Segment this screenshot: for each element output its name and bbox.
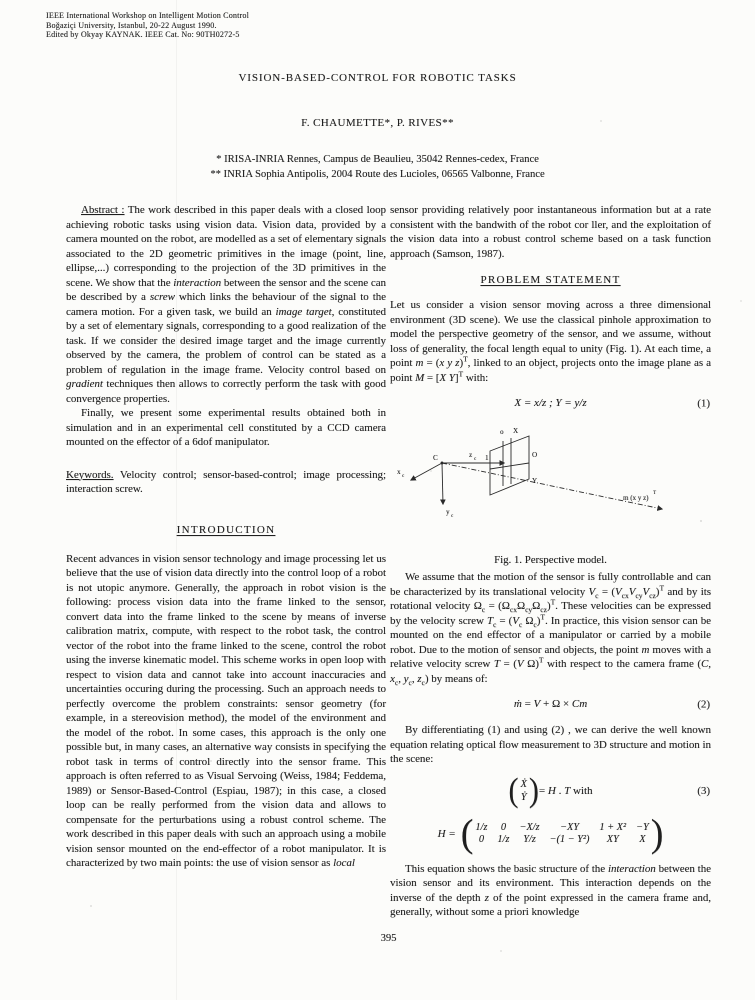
matrix-cell: 0 <box>500 822 506 833</box>
matrix-cell: −X/z <box>519 822 540 833</box>
motion-paragraph: We assume that the motion of the sensor is fully controllable and can be characterized by its translational velocity $V_c = (V_{cx}V_{cy}V_{cz})^T$ and by its rotational velocity $\Omega_c = (\Omega_{cx}\Omega_{cy}\Omega_{cz})^T$. These velocities can be expressed by the velocity screw $T_c = (V_c$ $\Omega_c)^T$. In practice, this vision sensor can be mounted on the end effector of a manipulator or carried by a mobile robot. Due to the motion of sensor and objects, the point m moves with a relative velocity screw T = (V Ω)$^T$ with respect to the camera frame (C, $x_c$, $y_c$, $z_c$) by means of: <box>390 571 711 687</box>
figure-label: z <box>469 451 473 459</box>
vector-y-dot: Ẏ <box>520 791 527 803</box>
scan-speckles <box>0 0 2 2</box>
image-plane <box>490 436 529 495</box>
image-plane-axis-y <box>490 463 529 469</box>
matrix-close-paren: ) <box>650 812 664 855</box>
interaction-matrix-cells <box>473 822 650 845</box>
equation-3-rhs: = H . T with <box>538 784 593 797</box>
equation-1-number: (1) <box>697 397 710 409</box>
equation-3-number: (3) <box>697 784 710 797</box>
proceedings-imprint <box>46 11 249 40</box>
abstract-paragraph-2: Finally, we present some experimental results obtained both in simulation and in an experimental cell constituted by a CCD camera mounted on the effector of a 6dof manipulator. <box>66 407 386 448</box>
figure-1-caption: Fig. 1. Perspective model. <box>494 554 607 566</box>
equation-1-body: X = x/z ; Y = y/z <box>514 397 587 409</box>
paper-title: VISION-BASED-CONTROL FOR ROBOTIC TASKS <box>238 72 517 84</box>
matrix-cell: −XY <box>560 822 579 833</box>
continuation-paragraph: sensor providing relatively poor instantaneous information but at a rate consistent with the bandwith of the robot cor ller, and the exploitation of the vision data into a robust control scheme based on a task function approach (Samson, 1987). <box>390 204 711 260</box>
figure-1 <box>390 423 711 566</box>
matrix-cell: −(1 − Y²) <box>549 834 590 845</box>
close-paren: ) <box>528 771 539 809</box>
matrix-cell: 0 <box>478 834 484 845</box>
figure-label: c <box>474 457 477 462</box>
imprint-line-2: Boğaziçi University, Istanbul, 20-22 August 1990. <box>46 20 217 30</box>
equation-3 <box>390 771 711 809</box>
figure-label: o <box>500 428 504 436</box>
optical-flow-vector <box>518 778 528 804</box>
open-paren: ( <box>508 771 519 809</box>
matrix-cell: XY <box>606 834 619 845</box>
imprint-line-3: Edited by Okyay KAYNAK. IEEE Cat. No: 90TH0272-5 <box>46 30 240 40</box>
figure-label: O <box>532 451 538 459</box>
section-heading-introduction: INTRODUCTION <box>176 523 276 536</box>
matrix-lhs: H = <box>437 827 456 840</box>
introduction-paragraph: Recent advances in vision sensor technology and image processing let us believe that the use of vision data directly into the control loop of a robot is not utopic anymore. Generally, the approach in robot vision is the following: process vision data into the frame linked to the sensor, convert data into the frame linked to the scene by means of inverse calibration matrix, compute, with respect to the robot task, the control vector of the robot into the frame linked to the scene, control the robot using the inverse kinematic model. This scheme works in open loop with respect to vision data and cannot take into account inaccuracies and uncertainties occuring during the processing. Such an approach needs to perfectly overcome the problem constraints: sensor geometry (for example, in a stereovision method), the model of the environment and the model of the robot. In some cases, this approach is the only one possible but, in many cases, an alternative way consists in specifying the robot task in terms of control directly into the sensor frame. This approach is often referred to as Visual Servoing (Weiss, 1984; Feddema, 1989) or Sensor-Based-Control (Espiau, 1987); in this case, a closed loop can be really performed from the vision data and allows to compensate for the perturbations using a robust control scheme. The work described in this paper deals with such an approach using a mobile vision sensor mounted on the end-effector of a robot manipulator. It is characterized by two main points: the use of vision sensor as local <box>66 552 386 869</box>
equation-2 <box>390 697 711 712</box>
problem-statement-paragraph-1: Let us consider a vision sensor moving across a three dimensional environment (3D scene). We use the classical pinhole approximation to model the perspective geometry of the sensor, and we assume, without loss of generality, the focal length equal to unity (Fig. 1). At each time, a point m = (x y z)$^T$, linked to an object, projects onto the image plane as a point M = [X Y]$^T$ with: <box>390 299 711 384</box>
camera-x-axis <box>411 463 442 480</box>
matrix-open-paren: ( <box>460 812 474 855</box>
equation-2-number: (2) <box>697 698 710 710</box>
affiliation-line-2: ** INRIA Sophia Antipolis, 2004 Route des Lucioles, 06565 Valbonne, France <box>210 168 545 180</box>
matrix-cell: X <box>639 834 646 845</box>
figure-label: T <box>653 491 657 496</box>
matrix-cell: Y/z <box>523 834 536 845</box>
matrix-cell: 1/z <box>475 822 488 833</box>
right-column <box>390 203 711 920</box>
section-heading-problem-statement: PROBLEM STATEMENT <box>480 274 621 286</box>
matrix-cell: 1 + X² <box>599 822 627 833</box>
figure-label: X <box>513 427 519 435</box>
interaction-structure-paragraph: This equation shows the basic structure of the interaction between the vision sensor and its environment. This interaction depends on the inverse of the depth z of the point expressed in the camera frame and, generally, without some a priori knowledge <box>390 862 711 918</box>
figure-label: c <box>402 474 405 479</box>
figure-label: m (x y z) <box>623 494 649 502</box>
abstract-paragraph: Abstract : The work described in this paper deals with a closed loop achieving robotic tasks using vision data. Vision data, provided by a camera mounted on the robot, are modelled as a set of elementary signals associated to the 2D geometric primitives in the image (point, line, ellipse,...) corresponding to the projection of the 3D primitives in the scene. We show that the interaction between the sensor and the scene can be described by a screw which links the behaviour of the signal to the camera motion. For a given task, we build an image target, constituted by a set of elementary signals, corresponding to a good realization of the task. If we consider the desired image target and the image currently observed by the camera, the problem of control can be stated as a problem of regulation in the image frame. Velocity control based on gradient techniques then allows to correctly perform the task with good convergence properties. <box>66 204 386 405</box>
differentiating-paragraph: By differentiating (1) and using (2) , we can derive the well known equation relating optical flow measurement to 3D structure and motion in the scene: <box>390 724 711 765</box>
affiliation-line-1: * IRISA-INRIA Rennes, Campus de Beaulieu, 35042 Rennes-cedex, France <box>216 154 539 165</box>
authors-line: F. CHAUMETTE*, P. RIVES** <box>301 117 454 129</box>
page-number: 395 <box>380 933 397 944</box>
figure-label: 1 <box>485 454 489 462</box>
projection-ray <box>442 463 662 509</box>
left-column <box>66 203 386 871</box>
interaction-matrix-equation <box>390 812 711 855</box>
equation-2-body: ṁ = V + Ω × Cm <box>513 698 588 710</box>
perspective-model-figure <box>390 423 710 541</box>
keywords-line: Keywords. Velocity control; sensor-based-control; image processing; interaction screw. <box>66 468 386 495</box>
imprint-line-1: IEEE International Workshop on Intelligent Motion Control <box>46 11 250 20</box>
figure-label: x <box>397 468 401 476</box>
equation-1 <box>390 396 711 411</box>
affiliations <box>0 153 755 182</box>
figure-label: c <box>451 514 454 519</box>
camera-y-axis <box>442 463 443 504</box>
matrix-cell: 1/z <box>497 834 510 845</box>
figure-label: y <box>446 508 450 516</box>
vector-x-dot: Ẋ <box>520 778 527 790</box>
figure-label: C <box>433 454 438 462</box>
matrix-cell: −Y <box>636 822 649 833</box>
figure-label: Y <box>532 477 538 485</box>
